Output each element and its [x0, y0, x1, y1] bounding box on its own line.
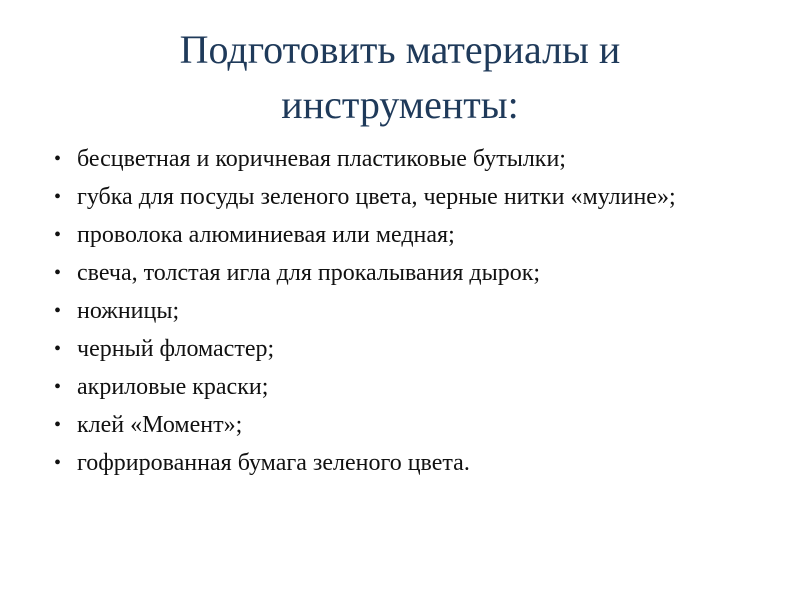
list-item-text: гофрированная бумага зеленого цвета.: [77, 450, 470, 476]
list-item-text: черный фломастер;: [77, 336, 275, 362]
list-item: [50, 219, 770, 252]
list-item-text: губка для посуды зеленого цвета, черные нитки «мулине»;: [77, 184, 676, 210]
list-item: [50, 409, 770, 442]
bullet-icon: •: [54, 300, 62, 322]
list-item: [50, 447, 770, 480]
list-item: [50, 257, 770, 290]
list-item: [50, 371, 770, 404]
list-item: [50, 143, 770, 176]
bullet-icon: •: [54, 338, 62, 360]
bullet-icon: •: [54, 262, 62, 284]
bullet-icon: •: [54, 452, 62, 474]
materials-list: [50, 143, 770, 485]
list-item-text: проволока алюминиевая или медная;: [77, 222, 455, 248]
list-item-text: бесцветная и коричневая пластиковые бутылки;: [77, 146, 566, 172]
bullet-icon: •: [54, 414, 62, 436]
bullet-icon: •: [54, 224, 62, 246]
list-item-text: ножницы;: [77, 298, 180, 324]
list-item: [50, 295, 770, 328]
list-item-text: свеча, толстая игла для прокалывания дырок;: [77, 260, 541, 286]
list-item-text: акриловые краски;: [77, 374, 269, 400]
list-item: [50, 181, 770, 214]
list-item: [50, 333, 770, 366]
list-item-text: клей «Момент»;: [77, 412, 243, 438]
bullet-icon: •: [54, 148, 62, 170]
bullet-icon: •: [54, 376, 62, 398]
slide-title: Подготовить материалы и инструменты:: [179, 27, 621, 127]
bullet-icon: •: [54, 186, 62, 208]
